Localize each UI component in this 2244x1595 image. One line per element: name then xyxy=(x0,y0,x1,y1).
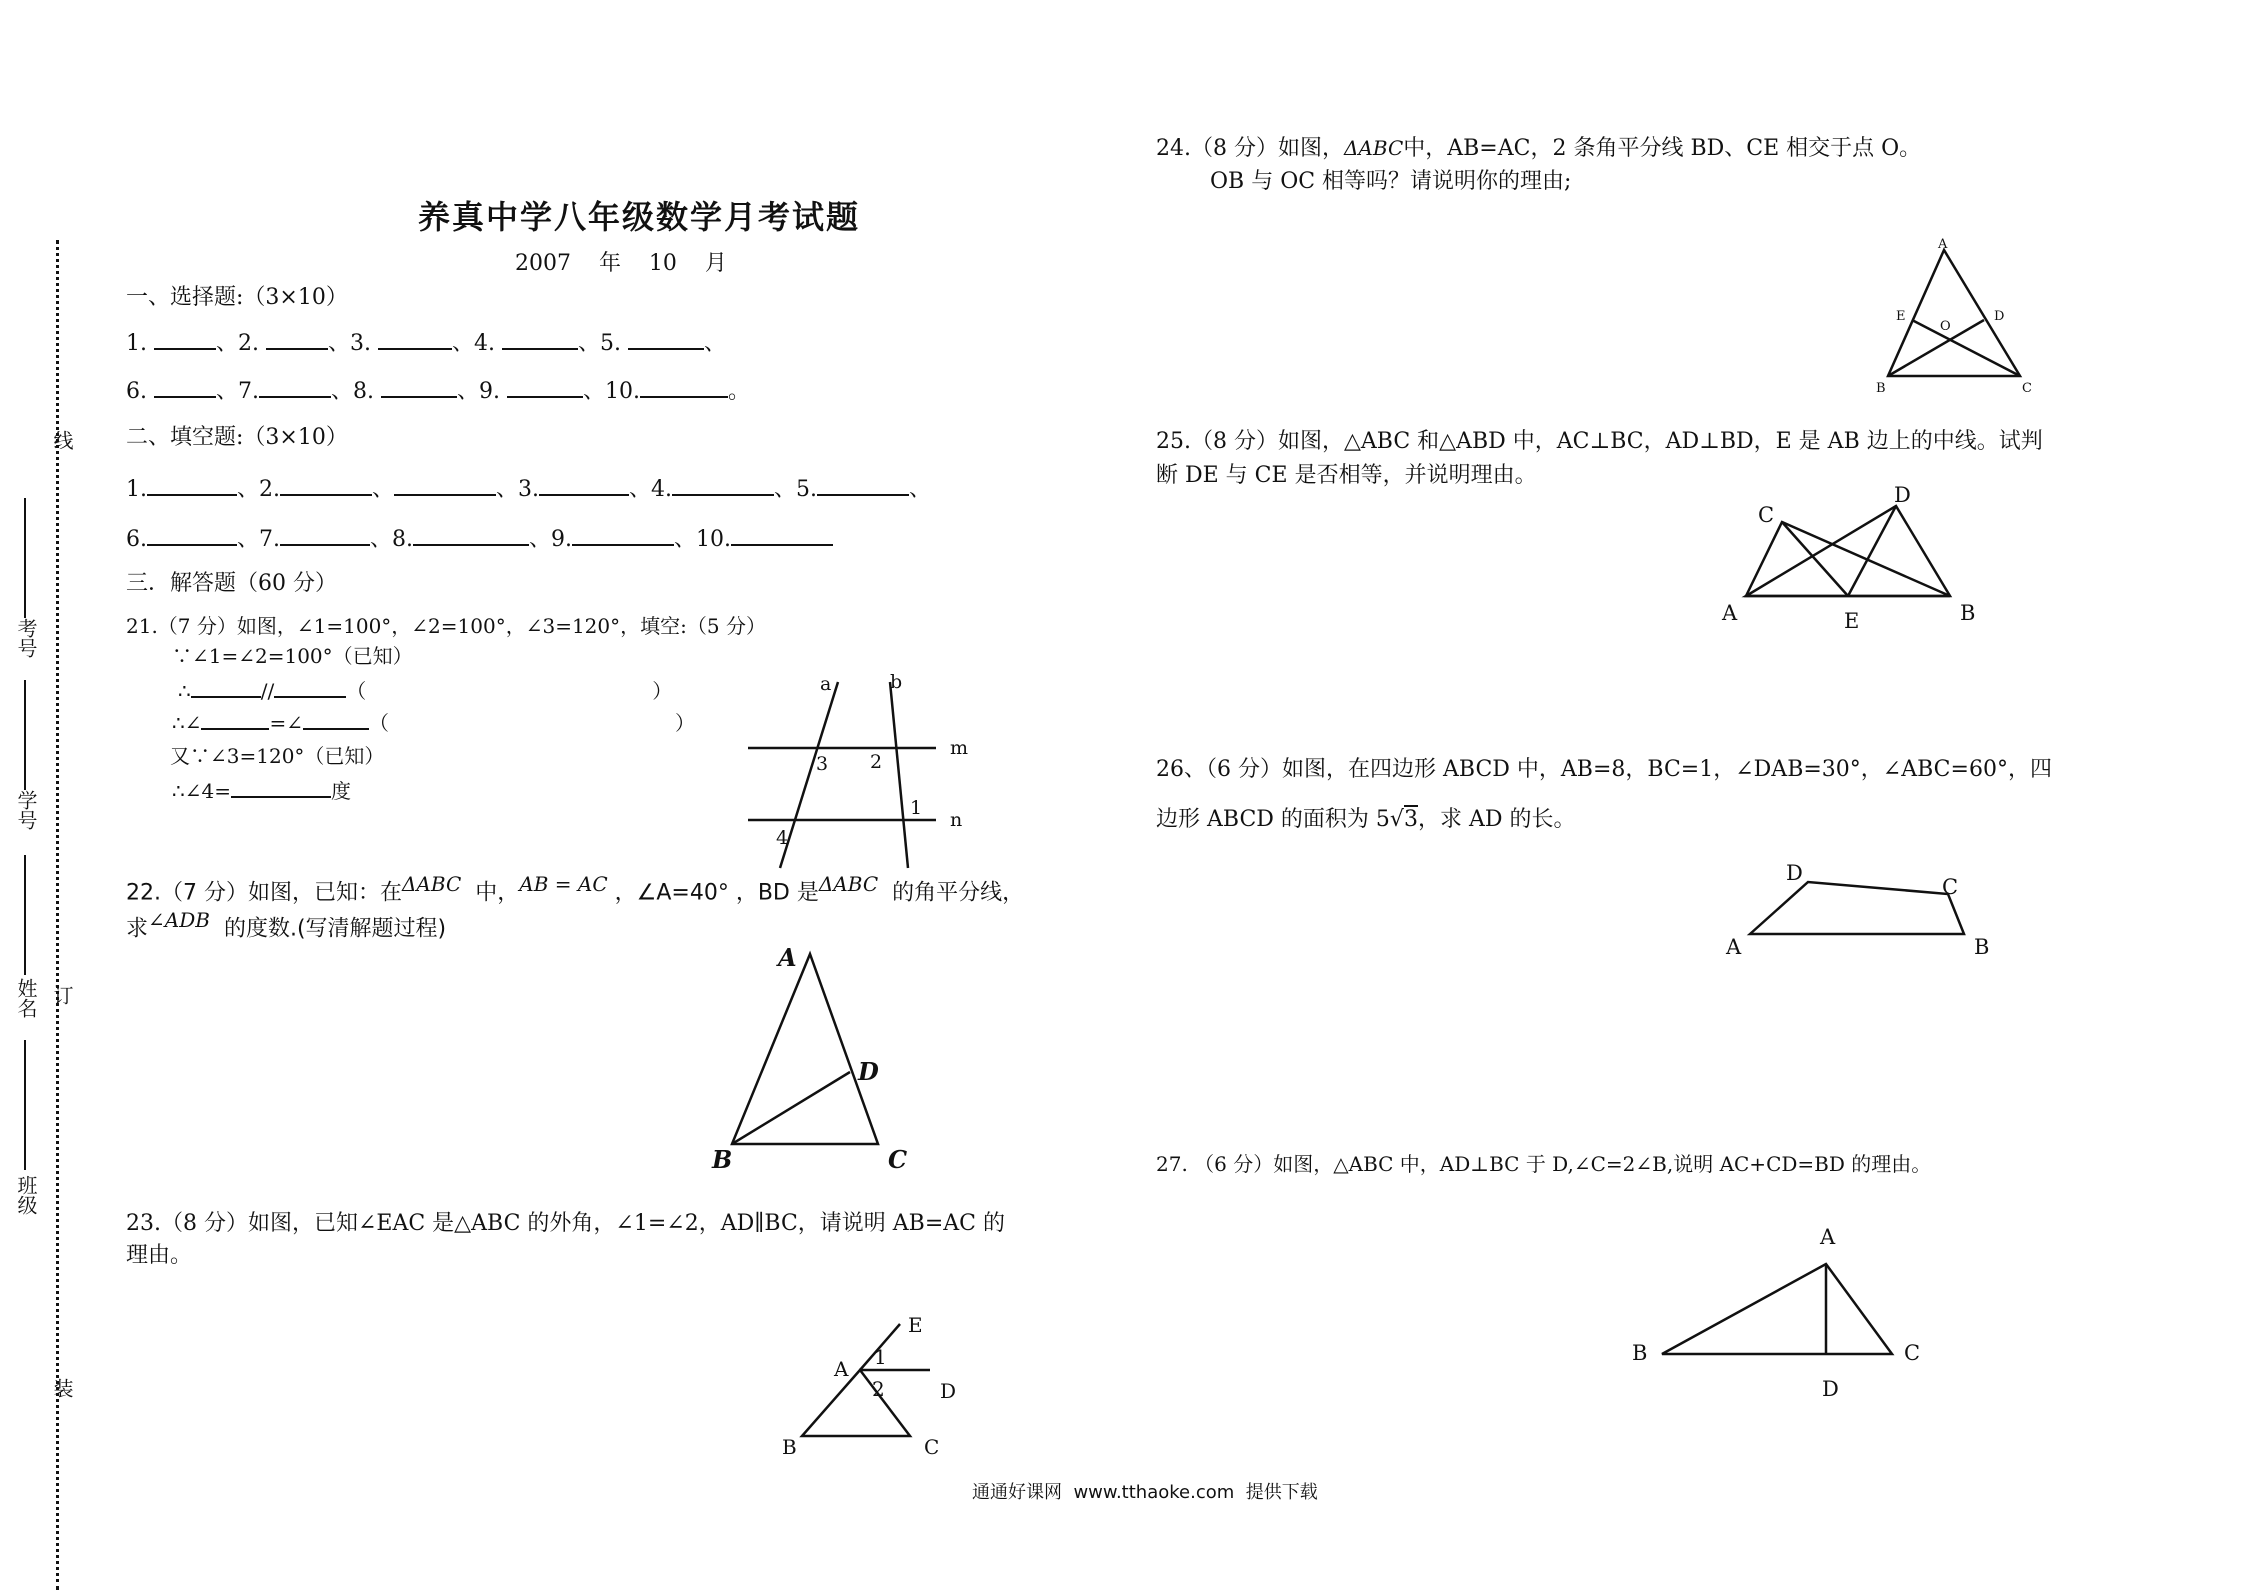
label: 、5. xyxy=(774,477,818,502)
q24-label-o: O xyxy=(1940,319,1951,334)
q24-label-c: C xyxy=(2022,381,2032,396)
q27-label-a: A xyxy=(1820,1225,1836,1249)
q22-label-c: C xyxy=(888,1145,908,1174)
label: 、2. xyxy=(216,331,259,356)
q24-line-2: OB 与 OC 相等吗？请说明你的理由; xyxy=(1210,169,1572,194)
label: 求 xyxy=(126,916,149,942)
label: 、8. xyxy=(331,379,374,404)
q23-figure xyxy=(780,1306,990,1459)
label: 、8. xyxy=(370,527,413,552)
section-choice-heading: 一、选择题:（3×10） xyxy=(126,285,348,310)
q25-label-c: C xyxy=(1758,503,1775,527)
label: 、7. xyxy=(216,379,259,404)
label: （ xyxy=(369,711,389,735)
label: 、 xyxy=(704,331,727,356)
label: 、4. xyxy=(452,331,495,356)
margin-label-exam-number: 考号 xyxy=(14,618,38,658)
fill-blank-3[interactable] xyxy=(539,474,629,496)
margin-label-ding: 订 xyxy=(50,985,74,1005)
margin-label-class: 班级 xyxy=(14,1175,38,1215)
label: 6. xyxy=(126,527,147,552)
q21-line-4: 又∵∠3=120°（已知） xyxy=(170,744,385,768)
fill-blank-2[interactable] xyxy=(280,474,372,496)
label: ∴ xyxy=(178,679,191,703)
student-number-line xyxy=(24,680,26,790)
name-line xyxy=(24,855,26,975)
q24-label-d: D xyxy=(1994,309,2005,324)
label: 、10. xyxy=(674,527,731,552)
q21-stem: 21.（7 分）如图，∠1=100°，∠2=100°，∠3=120°，填空:（5 分） xyxy=(126,614,766,638)
label: 、3. xyxy=(328,331,371,356)
label: 、9. xyxy=(529,527,572,552)
q21-line-5 xyxy=(172,776,351,805)
q26-label-c: C xyxy=(1942,875,1959,899)
q23-line-2: 理由。 xyxy=(126,1243,193,1268)
q25-figure xyxy=(1710,484,2010,634)
label: 、 xyxy=(372,477,395,502)
fill-blank-10[interactable] xyxy=(731,524,833,546)
q21-label-4: 4 xyxy=(776,827,789,849)
math-angle-adb: ∠ADB xyxy=(148,908,210,932)
answer-blank-3[interactable] xyxy=(378,328,452,350)
label: =∠ xyxy=(269,711,303,735)
fill-blank-7[interactable] xyxy=(280,524,370,546)
choice-answer-row-2 xyxy=(126,376,750,406)
q25-line-1: 25.（8 分）如图，△ABC 和△ABD 中，AC⊥BC，AD⊥BD，E 是 AB 边上的中线。试判 xyxy=(1156,429,2043,454)
q25-line-2: 断 DE 与 CE 是否相等，并说明理由。 xyxy=(1156,463,1537,488)
q21-blank-5[interactable] xyxy=(231,776,331,798)
section-solve-heading: 三．解答题（60 分） xyxy=(126,571,337,596)
math-ab-eq-ac: AB = AC xyxy=(519,872,608,896)
margin-label-student-number: 学号 xyxy=(14,790,38,830)
q27-line-1: 27. （6 分）如图，△ABC 中，AD⊥BC 于 D,∠C=2∠B,说明 AC+CD=BD 的理由。 xyxy=(1156,1152,1932,1176)
q24-label-e: E xyxy=(1896,309,1906,324)
q23-label-b: B xyxy=(782,1435,797,1459)
q21-label-1: 1 xyxy=(910,797,923,819)
q26-label-d: D xyxy=(1786,861,1803,885)
q25-label-a: A xyxy=(1722,601,1738,625)
margin-label-xian: 线 xyxy=(50,430,74,450)
footer-credit: 通通好课网 www.tthaoke.com 提供下载 xyxy=(972,1482,1318,1503)
page-title: 养真中学八年级数学月考试题 xyxy=(418,198,861,236)
label: ） xyxy=(652,679,673,703)
q24-label-a: A xyxy=(1938,237,1948,252)
margin-label-zhuang: 装 xyxy=(50,1378,74,1398)
q27-label-d: D xyxy=(1822,1377,1839,1401)
q26-label-a: A xyxy=(1726,935,1742,959)
fill-blank-5[interactable] xyxy=(817,474,909,496)
q22-line-2 xyxy=(126,904,446,945)
q26-label-b: B xyxy=(1974,935,1990,959)
label: ，∠A=40° xyxy=(614,880,729,906)
fill-blank-4[interactable] xyxy=(672,474,774,496)
label: （ xyxy=(346,679,367,703)
q23-label-d: D xyxy=(940,1379,957,1403)
label: ，BD 是 xyxy=(735,880,819,906)
label: 24.（8 分）如图， xyxy=(1156,136,1344,161)
q21-line-2 xyxy=(178,676,672,705)
fill-blank-8[interactable] xyxy=(413,524,529,546)
q23-label-2: 2 xyxy=(872,1377,885,1401)
q27-label-c: C xyxy=(1904,1341,1921,1365)
label: 、4. xyxy=(629,477,673,502)
label: 的角平分线， xyxy=(892,880,1025,906)
answer-blank-1[interactable] xyxy=(154,328,216,350)
label: ，求 AD 的长。 xyxy=(1417,807,1576,832)
margin-label-name: 姓名 xyxy=(14,978,38,1018)
q26-line-2 xyxy=(1156,804,1575,836)
q24-label-b: B xyxy=(1876,381,1886,396)
label: // xyxy=(260,679,275,703)
answer-blank-7[interactable] xyxy=(259,376,331,398)
label: 、2. xyxy=(237,477,280,502)
q21-line-3 xyxy=(172,708,695,737)
q21-figure xyxy=(740,668,1000,868)
q23-label-e: E xyxy=(908,1313,923,1337)
q22-label-b: B xyxy=(712,1145,733,1174)
q21-label-2: 2 xyxy=(870,751,883,773)
q21-blank-2[interactable] xyxy=(274,676,346,698)
q25-label-b: B xyxy=(1960,601,1976,625)
math-triangle-abc: ΔABC xyxy=(1343,136,1404,160)
math-triangle-abc: ΔABC xyxy=(401,872,462,896)
label: ∴∠4= xyxy=(172,779,231,803)
answer-blank-5[interactable] xyxy=(628,328,704,350)
math-triangle-abc: ΔABC xyxy=(818,872,879,896)
label: 1. xyxy=(126,331,147,356)
q23-label-a: A xyxy=(834,1357,849,1381)
label: 中， xyxy=(475,880,520,906)
label: ∴∠ xyxy=(172,711,202,735)
q22-figure xyxy=(700,940,920,1174)
label: 边形 ABCD 的面积为 5 xyxy=(1156,807,1390,832)
q23-line-1: 23.（8 分）如图，已知∠EAC 是△ABC 的外角，∠1=∠2，AD∥BC，请说明 AB=AC 的 xyxy=(126,1211,1005,1236)
answer-blank-2[interactable] xyxy=(266,328,328,350)
label: 。 xyxy=(728,379,751,404)
fill-answer-row-2 xyxy=(126,524,833,554)
q27-label-b: B xyxy=(1632,1341,1648,1365)
q21-line-1: ∵∠1=∠2=100°（已知） xyxy=(172,644,413,668)
answer-blank-9[interactable] xyxy=(507,376,583,398)
answer-blank-10[interactable] xyxy=(640,376,728,398)
fill-blank-9[interactable] xyxy=(572,524,674,546)
fill-blank-2b[interactable] xyxy=(394,474,496,496)
label: 6. xyxy=(126,379,147,404)
q24-line-1 xyxy=(1156,132,1921,165)
answer-blank-6[interactable] xyxy=(154,376,216,398)
label: 、7. xyxy=(237,527,280,552)
label: 、9. xyxy=(457,379,500,404)
label: 1. xyxy=(126,477,147,502)
q21-blank-3[interactable] xyxy=(201,708,269,730)
label: 的度数.(写清解题过程) xyxy=(223,916,447,942)
fill-blank-6[interactable] xyxy=(147,524,237,546)
q25-label-e: E xyxy=(1844,609,1860,633)
answer-blank-8[interactable] xyxy=(381,376,457,398)
exam-date: 2007 年 10 月 xyxy=(515,251,727,276)
label: 中，AB=AC，2 条角平分线 BD、CE 相交于点 O。 xyxy=(1403,136,1922,161)
q26-line-1: 26、（6 分）如图，在四边形 ABCD 中，AB=8，BC=1，∠DAB=30°，∠ABC=60°，四 xyxy=(1156,757,2052,782)
section-fill-heading: 二、填空题:（3×10） xyxy=(126,425,348,450)
q24-figure xyxy=(1868,236,2068,406)
q21-label-a: a xyxy=(820,673,832,695)
q27-figure xyxy=(1628,1222,1928,1412)
q21-blank-4[interactable] xyxy=(303,708,369,730)
label: ） xyxy=(675,711,695,735)
q23-label-1: 1 xyxy=(874,1345,887,1369)
q21-label-b: b xyxy=(890,671,903,693)
q22-label-d: D xyxy=(858,1057,879,1086)
q22-label-a: A xyxy=(778,943,797,972)
q21-blank-1[interactable] xyxy=(191,676,261,698)
label: 、10. xyxy=(583,379,640,404)
exam-number-line xyxy=(24,498,26,618)
fill-blank-1[interactable] xyxy=(147,474,237,496)
fill-answer-row-1 xyxy=(126,474,931,504)
answer-blank-4[interactable] xyxy=(502,328,578,350)
label: 22.（7 分）如图，已知：在 xyxy=(126,880,402,906)
class-line xyxy=(24,1040,26,1170)
q25-label-d: D xyxy=(1894,483,1911,507)
label: 、5. xyxy=(578,331,621,356)
q21-label-n: n xyxy=(950,809,963,831)
q21-label-m: m xyxy=(950,737,969,759)
choice-answer-row-1 xyxy=(126,328,726,358)
math-sqrt-radicand: 3 xyxy=(1403,807,1418,832)
q26-figure xyxy=(1726,862,2006,972)
q23-label-c: C xyxy=(924,1435,940,1459)
label: 度 xyxy=(330,779,351,803)
sqrt-sign: √ xyxy=(1389,807,1404,832)
label: 、 xyxy=(909,477,932,502)
q21-label-3: 3 xyxy=(816,753,829,775)
label: 、3. xyxy=(496,477,540,502)
